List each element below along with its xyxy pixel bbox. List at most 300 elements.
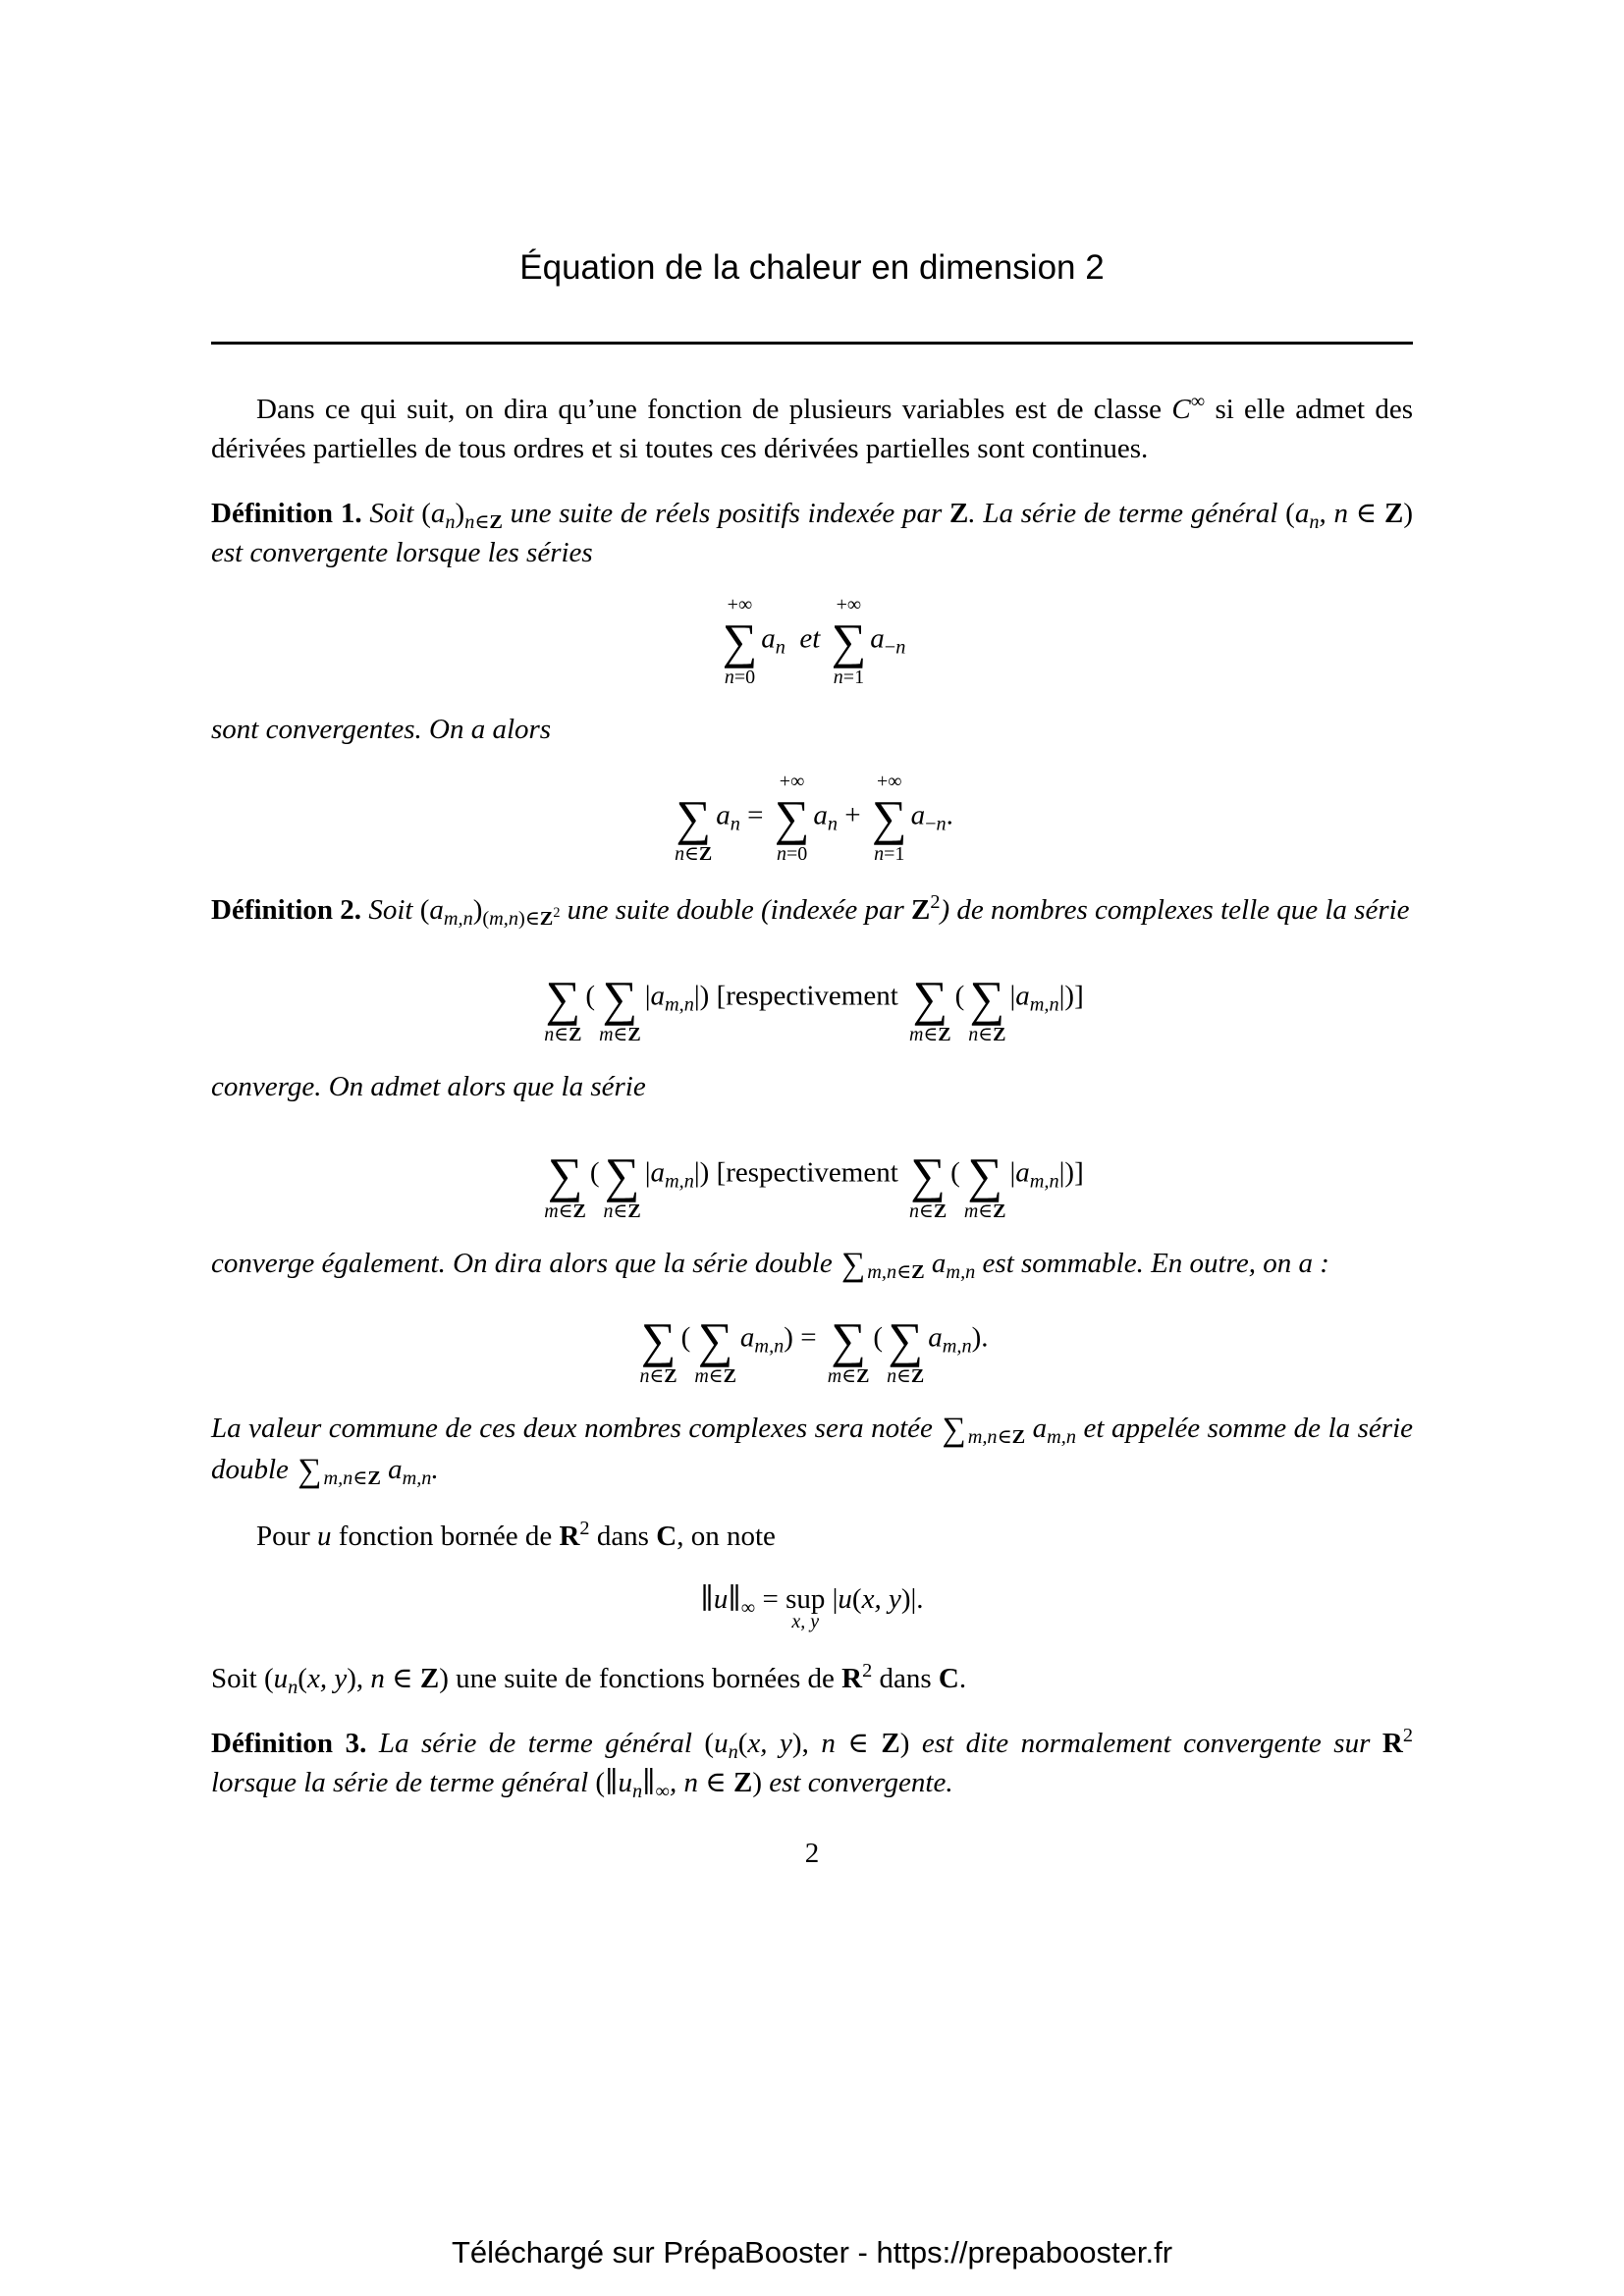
math-text: ) xyxy=(455,498,465,529)
math-text: n xyxy=(909,1201,920,1222)
math-text: ∈ xyxy=(649,1365,665,1387)
math-text: ∈ xyxy=(896,1261,912,1284)
math-text: Z xyxy=(367,1468,381,1490)
math-text: ∈ xyxy=(708,1365,724,1387)
math-text: est dite normalement convergente sur xyxy=(909,1728,1382,1759)
math-text: est convergente. xyxy=(761,1767,953,1798)
math-text: Z xyxy=(856,1365,870,1387)
math-text: n xyxy=(631,1781,643,1803)
math-text: Z xyxy=(993,1024,1006,1045)
math-text: a xyxy=(813,799,828,831)
math-text: a xyxy=(928,1321,943,1354)
math-text: n xyxy=(544,1024,555,1045)
math-text: m,n xyxy=(1029,1170,1059,1193)
math-text: . xyxy=(946,799,953,831)
sum-lower-limit xyxy=(323,1468,380,1489)
math-text: , n xyxy=(670,1767,706,1798)
continuation-converge xyxy=(211,1067,1413,1106)
sum-lower-limit xyxy=(867,1261,924,1283)
math-text: |)] xyxy=(1058,1156,1084,1189)
math-text: ∈ xyxy=(841,1365,857,1387)
math-text: Soit xyxy=(368,894,420,926)
math-text: R xyxy=(1381,1728,1403,1759)
sigma-symbol: ∑ xyxy=(871,790,907,845)
math-text: x, y xyxy=(791,1611,820,1633)
math-text: Z xyxy=(489,511,503,534)
math-text: a xyxy=(761,622,776,655)
operator-limit xyxy=(791,1611,819,1632)
sigma-symbol: ∑ xyxy=(697,1312,733,1367)
math-text: C xyxy=(938,1663,959,1694)
math-text: si elle admet des dérivées partielles de tous ordres et si toutes ces dérivées partielles sont continues. xyxy=(211,394,1413,464)
math-text: 2 xyxy=(553,905,561,922)
inline-sigma-symbol: ∑ xyxy=(942,1412,966,1448)
math-text: ∈ xyxy=(352,1468,368,1490)
math-text: n xyxy=(730,813,740,835)
sum-lower-limit xyxy=(599,1024,641,1045)
subscript xyxy=(1047,1426,1076,1448)
math-text: ( xyxy=(482,908,490,931)
sigma-symbol: ∑ xyxy=(545,971,581,1026)
math-text: et xyxy=(785,622,828,655)
math-text: m,n xyxy=(665,993,694,1016)
math-text: Z xyxy=(949,498,969,529)
sum-operator xyxy=(723,594,758,688)
math-text: n xyxy=(288,1677,298,1699)
math-text: Z xyxy=(993,1201,1006,1222)
subscript xyxy=(729,1741,738,1763)
subscript xyxy=(1309,511,1319,533)
math-text: Z xyxy=(732,1767,753,1798)
math-text: n xyxy=(833,667,843,688)
formula-fubini-equality xyxy=(211,1293,1413,1387)
math-text: n xyxy=(675,843,685,865)
sum-operator xyxy=(909,1128,947,1222)
math-text: = xyxy=(739,799,771,831)
math-text: ∈ xyxy=(613,1024,628,1045)
subscript xyxy=(943,1336,972,1358)
continuation-converge-egalement xyxy=(211,1244,1413,1285)
math-text: u xyxy=(317,1521,332,1552)
superscript xyxy=(579,1518,589,1539)
math-text: | xyxy=(825,1583,839,1615)
math-text: a xyxy=(1015,1156,1030,1189)
math-text: ∞ xyxy=(655,1781,670,1803)
definition-3-paragraph xyxy=(211,1724,1413,1802)
sum-upper-limit xyxy=(728,594,753,615)
math-text: a xyxy=(924,1248,947,1279)
sum-lower-limit xyxy=(544,1201,586,1222)
math-text: n xyxy=(639,1365,650,1387)
math-text: +∞ xyxy=(779,771,805,792)
sum-lower-limit xyxy=(725,667,755,688)
math-text: a xyxy=(870,622,885,655)
math-text: est sommable. En outre, on a : xyxy=(975,1248,1329,1279)
subscript xyxy=(445,511,455,533)
math-text: x, y xyxy=(861,1583,901,1615)
math-text: ∈ xyxy=(684,843,699,865)
math-text: =1 xyxy=(842,667,865,688)
math-text: =0 xyxy=(733,667,756,688)
math-text: 2 xyxy=(930,890,941,913)
math-text: ( xyxy=(950,1156,960,1189)
math-text: x, y xyxy=(747,1728,792,1759)
math-text: | xyxy=(1009,1156,1016,1189)
math-text: |) [respectivement xyxy=(693,1156,906,1189)
math-text: n xyxy=(464,511,475,534)
math-text: C xyxy=(1171,394,1191,425)
math-text: a xyxy=(739,1321,755,1354)
subscript xyxy=(741,1597,755,1619)
math-text: m,n xyxy=(323,1468,353,1490)
sigma-symbol: ∑ xyxy=(831,614,867,668)
math-text: ∈ xyxy=(705,1767,733,1798)
math-text: ) une suite de fonctions bornées de xyxy=(439,1663,842,1694)
math-text: ( xyxy=(421,498,431,529)
math-text: m,n xyxy=(754,1335,785,1358)
sum-operator xyxy=(909,951,951,1045)
math-text: +∞ xyxy=(836,594,862,615)
sum-operator xyxy=(544,951,581,1045)
superscript xyxy=(862,1660,872,1682)
math-text: x, y xyxy=(306,1663,348,1694)
sum-operator xyxy=(639,1293,677,1387)
math-text: ∈ xyxy=(919,1201,934,1222)
subscript xyxy=(632,1781,642,1802)
sum-operator xyxy=(832,594,867,688)
math-text: lorsque la série de terme général xyxy=(211,1767,596,1798)
math-text: est convergente lorsque les séries xyxy=(211,537,593,568)
math-text: n xyxy=(370,1663,385,1694)
sigma-symbol: ∑ xyxy=(969,971,1005,1026)
document-body xyxy=(211,0,1413,1870)
math-text: Soit xyxy=(369,498,422,529)
math-text: 2 xyxy=(579,1517,590,1539)
math-text: , on note xyxy=(677,1521,776,1552)
math-text: ( xyxy=(704,1728,715,1759)
math-text: n xyxy=(603,1201,614,1222)
math-text: ∈ xyxy=(554,1024,569,1045)
math-text: n xyxy=(887,1365,897,1387)
math-text: |)] xyxy=(1058,980,1084,1012)
subscript xyxy=(464,511,503,533)
math-text: | xyxy=(644,980,651,1012)
intro-paragraph xyxy=(211,390,1413,468)
math-text: ( xyxy=(873,1321,884,1354)
math-text: ( xyxy=(589,1156,600,1189)
math-text: u xyxy=(618,1767,632,1798)
math-text: )|. xyxy=(900,1583,924,1615)
footer-text: Téléchargé sur PrépaBooster - xyxy=(451,2235,877,2269)
math-text: ) xyxy=(752,1767,762,1798)
subscript xyxy=(925,814,947,835)
subscript xyxy=(946,1261,975,1283)
math-text: Définition 1. xyxy=(211,498,370,529)
page-number: 2 xyxy=(804,1838,820,1869)
math-text: Soit ( xyxy=(211,1663,274,1694)
math-text: n xyxy=(895,636,906,659)
subscript xyxy=(444,908,473,930)
formula-double-series-abs-2 xyxy=(211,1128,1413,1222)
math-text: ∈ xyxy=(384,1663,420,1694)
subscript xyxy=(1030,994,1059,1016)
math-text: n xyxy=(827,813,839,835)
math-text: a xyxy=(1294,498,1310,529)
math-text: Z xyxy=(881,1728,900,1759)
math-text: = xyxy=(755,1583,786,1615)
math-text: a xyxy=(1025,1413,1048,1444)
math-text: +∞ xyxy=(876,771,902,792)
sigma-symbol: ∑ xyxy=(676,790,711,845)
math-text: m,n xyxy=(665,1170,694,1193)
math-text: n xyxy=(776,843,786,865)
math-text: C xyxy=(656,1521,677,1552)
math-text: )∈ xyxy=(518,908,540,931)
math-text: Z xyxy=(539,908,554,931)
sum-lower-limit xyxy=(639,1365,677,1387)
sum-operator xyxy=(604,1128,641,1222)
math-text: , n xyxy=(1319,498,1356,529)
math-text: u xyxy=(713,1583,729,1615)
math-text: ∈ xyxy=(923,1024,939,1045)
math-text: Z xyxy=(910,1365,925,1387)
subscript xyxy=(656,1781,670,1802)
sigma-symbol: ∑ xyxy=(831,1312,866,1367)
math-text: une suite double (indexée par xyxy=(560,894,911,926)
sum-lower-limit xyxy=(675,843,712,865)
continuation-valeur-commune xyxy=(211,1409,1413,1491)
math-text: + xyxy=(838,799,868,831)
math-text: ∥ xyxy=(642,1767,656,1798)
sigma-symbol: ∑ xyxy=(774,790,810,845)
sum-lower-limit xyxy=(968,1426,1025,1448)
formula-sum-decomposition xyxy=(211,771,1413,865)
math-text: Z xyxy=(938,1024,951,1045)
math-text: ∈ xyxy=(1355,498,1384,529)
sum-operator xyxy=(694,1293,736,1387)
formula-sup-norm xyxy=(211,1581,1413,1633)
math-text: 2 xyxy=(1402,1724,1413,1746)
sigma-symbol: ∑ xyxy=(910,1148,946,1202)
math-text: converge également. On dira alors que la série double xyxy=(211,1248,840,1279)
sum-lower-limit xyxy=(694,1365,736,1387)
math-text: m,n xyxy=(1029,993,1059,1016)
subscript xyxy=(776,637,785,659)
math-text: | xyxy=(1009,980,1016,1012)
math-text: ) xyxy=(472,894,483,926)
title-divider xyxy=(211,342,1413,345)
math-text: ∞ xyxy=(1190,390,1206,412)
sum-operator xyxy=(964,1128,1006,1222)
math-text: Z xyxy=(933,1201,947,1222)
sum-upper-limit xyxy=(877,771,902,792)
math-text: ∈ xyxy=(613,1201,628,1222)
math-text: ( xyxy=(851,1583,862,1615)
sum-lower-limit xyxy=(834,667,864,688)
math-text: a xyxy=(650,980,665,1012)
math-text: Z xyxy=(1384,498,1404,529)
continuation-sont-convergentes xyxy=(211,710,1413,749)
math-text: La série de terme général xyxy=(378,1728,705,1759)
math-text: a xyxy=(650,1156,665,1189)
definition-2-paragraph xyxy=(211,890,1413,930)
math-text: a xyxy=(429,894,444,926)
math-text: =1 xyxy=(884,843,905,865)
math-text: ∈ xyxy=(896,1365,911,1387)
inline-sigma-symbol: ∑ xyxy=(841,1247,866,1283)
sum-lower-limit xyxy=(874,843,904,865)
operator-name: sup xyxy=(785,1583,826,1615)
subscript xyxy=(754,1336,784,1358)
footer-link[interactable]: https://prepabooster.fr xyxy=(876,2235,1173,2269)
math-text: m,n xyxy=(867,1261,897,1284)
math-text: R xyxy=(841,1663,863,1694)
math-text: m,n xyxy=(1047,1426,1076,1449)
math-text: ∞ xyxy=(740,1597,756,1620)
paragraph-suite-fonctions xyxy=(211,1659,1413,1698)
math-text: Pour xyxy=(256,1521,318,1552)
math-text: m xyxy=(827,1365,842,1387)
math-text: − xyxy=(884,636,896,659)
sum-operator xyxy=(544,1128,586,1222)
math-text: a xyxy=(716,799,731,831)
math-text: sont convergentes. On a alors xyxy=(211,714,552,745)
subscript xyxy=(828,814,838,835)
math-text: Définition 2. xyxy=(211,894,369,926)
math-text: a xyxy=(430,498,446,529)
math-text: ( xyxy=(954,980,965,1012)
math-text: a xyxy=(1015,980,1030,1012)
math-text: ( xyxy=(419,894,430,926)
math-text: m xyxy=(909,1024,924,1045)
page-title: Équation de la chaleur en dimension 2 xyxy=(519,248,1105,287)
subscript xyxy=(1030,1171,1059,1193)
sup-operator xyxy=(785,1583,826,1633)
sigma-symbol: ∑ xyxy=(912,971,948,1026)
math-text: ) xyxy=(899,1728,910,1759)
math-text: (∥ xyxy=(595,1767,619,1798)
math-text: m,n xyxy=(942,1335,972,1358)
math-text: ( xyxy=(585,980,596,1012)
superscript xyxy=(1191,391,1205,412)
math-text: m xyxy=(599,1024,614,1045)
math-text: Z xyxy=(572,1201,586,1222)
math-text: Z xyxy=(723,1365,736,1387)
math-text: ( xyxy=(1285,498,1295,529)
math-text: ( xyxy=(680,1321,691,1354)
sum-upper-limit xyxy=(837,594,862,615)
subscript xyxy=(665,1171,694,1193)
page-footer xyxy=(0,2235,1624,2270)
sum-operator xyxy=(775,771,810,865)
superscript xyxy=(1403,1725,1413,1746)
sum-lower-limit xyxy=(909,1201,947,1222)
math-text: a xyxy=(380,1454,403,1485)
inline-sigma-symbol: ∑ xyxy=(298,1453,322,1489)
math-text: n xyxy=(968,1024,979,1045)
math-text: ) de nombres complexes telle que la série xyxy=(940,894,1410,926)
math-text: ) xyxy=(1403,498,1414,529)
math-text: ). xyxy=(971,1321,989,1354)
sum-upper-limit xyxy=(780,771,805,792)
sum-operator xyxy=(887,1293,924,1387)
superscript xyxy=(930,891,940,913)
subscript xyxy=(403,1468,432,1489)
math-text: . xyxy=(958,1663,967,1694)
sigma-symbol: ∑ xyxy=(888,1312,923,1367)
math-text: n xyxy=(936,813,947,835)
math-text: |) [respectivement xyxy=(693,980,906,1012)
paragraph-pour-u xyxy=(211,1517,1413,1556)
math-text: une suite de réels positifs indexée par xyxy=(502,498,950,529)
sigma-symbol: ∑ xyxy=(602,971,638,1026)
math-text: ), xyxy=(791,1728,822,1759)
math-text: n xyxy=(724,667,734,688)
math-text: m,n xyxy=(946,1261,976,1284)
math-text: n xyxy=(1309,511,1320,534)
sum-lower-limit xyxy=(887,1365,924,1387)
math-text: ), xyxy=(347,1663,371,1694)
math-text: Z xyxy=(1011,1426,1026,1449)
math-text: m,n xyxy=(402,1468,432,1490)
sum-operator xyxy=(968,951,1005,1045)
math-text: =0 xyxy=(785,843,808,865)
math-text: et appelée somme de la série double xyxy=(211,1413,1414,1485)
math-text: n xyxy=(775,636,785,659)
math-text: Définition 3. xyxy=(211,1728,379,1759)
math-text: n xyxy=(728,1741,738,1764)
math-text: u xyxy=(838,1583,852,1615)
math-text: Z xyxy=(910,894,931,926)
math-text: m xyxy=(963,1201,979,1222)
math-text: n xyxy=(874,843,885,865)
sum-operator xyxy=(828,1293,870,1387)
math-text: ) = xyxy=(784,1321,824,1354)
math-text: m xyxy=(544,1201,559,1222)
sum-operator xyxy=(599,951,641,1045)
math-text: ∈ xyxy=(558,1201,573,1222)
math-text: n xyxy=(445,511,456,534)
math-text: Z xyxy=(627,1024,641,1045)
sigma-symbol: ∑ xyxy=(604,1148,640,1202)
math-text: +∞ xyxy=(727,594,753,615)
math-text: ( xyxy=(737,1728,748,1759)
math-text: m xyxy=(694,1365,709,1387)
math-text: ( xyxy=(298,1663,307,1694)
subscript xyxy=(885,637,906,659)
math-text: − xyxy=(925,813,937,835)
math-text: m,n xyxy=(967,1426,998,1449)
math-text: m,n xyxy=(443,908,473,931)
sum-lower-limit xyxy=(777,843,807,865)
math-text: fonction bornée de xyxy=(331,1521,560,1552)
math-text: Z xyxy=(419,1663,440,1694)
math-text: ∈ xyxy=(978,1024,994,1045)
sum-operator xyxy=(872,771,907,865)
math-text: dans xyxy=(589,1521,657,1552)
math-text: Z xyxy=(911,1261,925,1284)
math-text: n xyxy=(821,1728,836,1759)
math-text: ∥ xyxy=(700,1583,714,1615)
sum-lower-limit xyxy=(909,1024,951,1045)
math-text: ∈ xyxy=(474,511,490,534)
sum-lower-limit xyxy=(968,1024,1005,1045)
math-text: ∈ xyxy=(835,1728,882,1759)
math-text: m,n xyxy=(489,908,519,931)
math-text: Z xyxy=(664,1365,677,1387)
math-text: ∥ xyxy=(728,1583,741,1615)
math-text: . xyxy=(431,1454,439,1485)
